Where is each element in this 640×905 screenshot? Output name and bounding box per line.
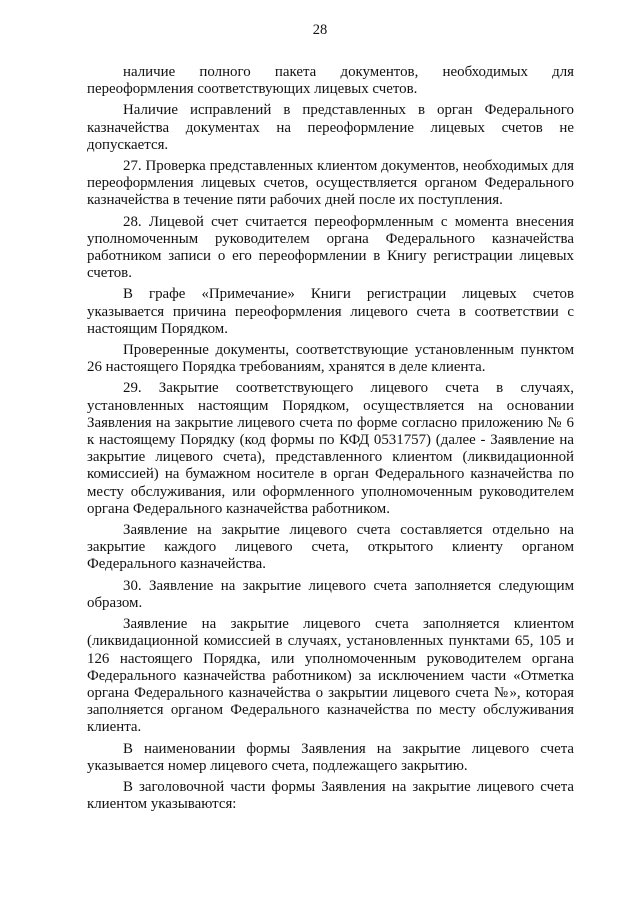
- paragraph: Наличие исправлений в представленных в орган Федерального казначейства документах на переоформление лицевых счетов не допускается.: [87, 102, 574, 153]
- paragraph: Проверенные документы, соответствующие установленным пунктом 26 настоящего Порядка требованиям, хранятся в деле клиента.: [87, 342, 574, 376]
- paragraph-item-27: 27. Проверка представленных клиентом документов, необходимых для переоформления лицевых счетов, осуществляется органом Федерального казначейства в течение пяти рабочих дней после их поступления.: [87, 158, 574, 209]
- paragraph-item-30: 30. Заявление на закрытие лицевого счета заполняется следующим образом.: [87, 577, 574, 611]
- paragraph: Заявление на закрытие лицевого счета заполняется клиентом (ликвидационной комиссией в случаях, установленных пунктами 65, 105 и 126 настоящего Порядка, или уполномоченным руководителем органа Федерального казначейства работником) за исключением части «Отметка органа Федерального казначейства о закрытии лицевого счета №», которая заполняется органом Федерального казначейства по месту обслуживания клиента.: [87, 616, 574, 736]
- paragraph: В заголовочной части формы Заявления на закрытие лицевого счета клиентом указываются:: [87, 778, 574, 813]
- document-body: [87, 64, 574, 813]
- paragraph: Заявление на закрытие лицевого счета составляется отдельно на закрытие каждого лицевого счета, открытого клиенту органом Федерального казначейства.: [87, 522, 574, 573]
- paragraph-item-29: 29. Закрытие соответствующего лицевого счета в случаях, установленных настоящим Порядком, осуществляется на основании Заявления на закрытие лицевого счета по форме согласно приложению № 6 к настоящему Порядку (код формы по КФД 0531757) (далее - Заявление на закрытие лицевого счета), представленного клиентом (ликвидационной комиссией) на бумажном носителе в орган Федерального казначейства по месту обслуживания, или оформленного уполномоченным руководителем органа Федерального казначейства работником.: [87, 380, 574, 517]
- paragraph-continuation: наличие полного пакета документов, необходимых для переоформления соответствующих лицевых счетов.: [87, 64, 574, 98]
- paragraph-item-28: 28. Лицевой счет считается переоформленным с момента внесения уполномоченным руководителем органа Федерального казначейства работником записи о его переоформлении в Книгу регистрации лицевых счетов.: [87, 213, 574, 282]
- paragraph: В наименовании формы Заявления на закрытие лицевого счета указывается номер лицевого счета, подлежащего закрытию.: [87, 740, 574, 774]
- paragraph: В графе «Примечание» Книги регистрации лицевых счетов указывается причина переоформления лицевого счета в соответствии с настоящим Порядком.: [87, 286, 574, 337]
- page-number: 28: [312, 22, 328, 38]
